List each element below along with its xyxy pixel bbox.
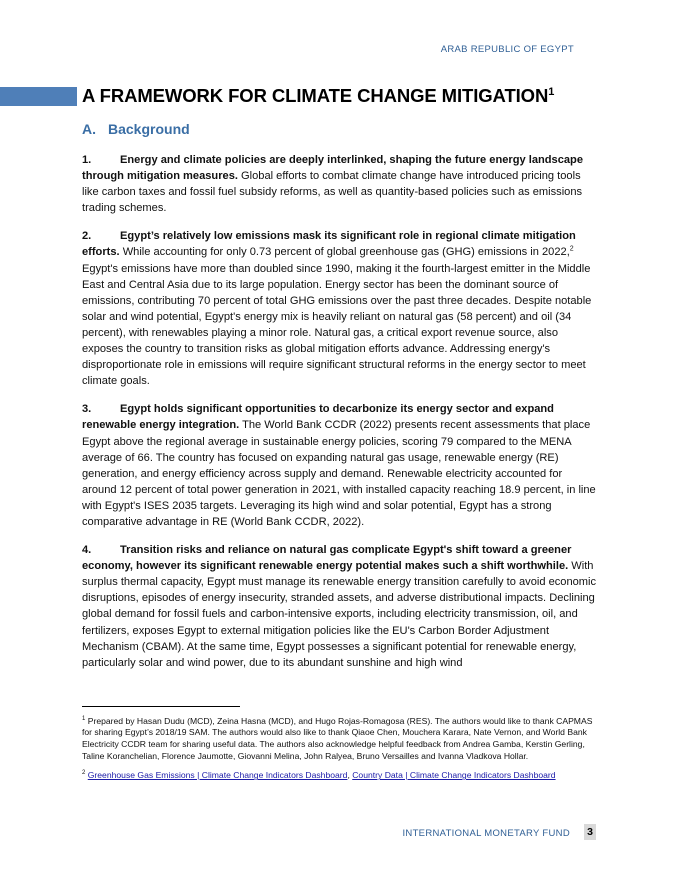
page-title [82,85,554,107]
paragraph-number: 1. [82,154,92,166]
paragraph-text: The World Bank CCDR (2022) presents recent assessments that place Egypt above the regional average in sustainable energy policies, scoring 79 compared to the MENA average of 66. The country has focused on expanding natural gas usage, renewable energy (RE) generation, and energy efficiency across supply and demand. Renewable electricity accounted for around 12 percent of total power generation in 2021, with installed capacity reaching 18.9 percent, in line with Egypt's ISES 2035 targets. Leveraging its high wind and solar potential, Egypt has a strong comparative advantage in RE (World Bank CCDR, 2022). [82,419,596,528]
footnote-2 [82,768,594,781]
paragraph-lead: Egypt holds significant opportunities to decarbonize its energy sector and expand renewable energy integration. [82,403,554,432]
paragraph-3 [82,401,598,530]
ghg-dashboard-link[interactable]: Greenhouse Gas Emissions | Climate Change Indicators Dashboard [87,770,348,781]
paragraph-4 [82,542,598,671]
country-data-link[interactable]: Country Data | Climate Change Indicators Dashboard [352,770,556,781]
footnote-marker: 2 [82,770,86,777]
paragraph-text-cont: Egypt's emissions have more than doubled since 1990, making it the fourth-largest emitter in the Middle East and Central Asia due to its large population. Energy sector has been the dominant source of emissions, contributing 70 percent of total GHG emissions over the past three decades. Despite notable solar and wind potential, Egypt's energy mix is heavily reliant on natural gas (58 percent) and oil (34 percent), with renewables playing a minor role. Natural gas, a critical export revenue source, also exposes the country to transition risks as global mitigation efforts advance. Addressing energy's disproportionate role in emissions will require significant structural reforms in the energy sector to meet climate goals. [82,262,592,388]
footnotes [82,714,594,788]
section-number: A. [82,121,96,137]
paragraph-text: Global efforts to combat climate change have introduced pricing tools like carbon taxes and fossil fuel subsidy reforms, as well as quantity-based policies such as emissions trading schemes. [82,170,583,215]
body-text [82,152,598,683]
page-number: 3 [584,824,596,840]
footnote-separator [82,706,240,707]
paragraph-lead: Energy and climate policies are deeply interlinked, shaping the future energy landscape through mitigation measures. [82,154,583,183]
section-heading [82,121,190,137]
running-footer: INTERNATIONAL MONETARY FUND [402,828,570,839]
footnote-ref-2[interactable]: 2 [569,245,574,253]
footnote-text: Prepared by Hasan Dudu (MCD), Zeina Hasna (MCD), and Hugo Rojas-Romagosa (RES). The authors would like to thank CAPMAS for sharing Egypt’s 2018/19 SAM. The authors would also like to thank Qiaoe Chen, Mouchera Karara, Nate Vernon, and World Bank Electricity CCDR team for sharing useful data. The authors also acknowledge helpful feedback from Andrea Gamba, Kerstin Gerling, Taline Koranchelian, Florence Jaumotte, Giovanni Melina, John Ralyea, Bruno Versailles and Ivanna Vladkova Hollar. [82,715,593,761]
running-header: ARAB REPUBLIC OF EGYPT [440,44,574,55]
section-label: Background [108,121,190,137]
paragraph-text: While accounting for only 0.73 percent of global greenhouse gas (GHG) emissions in 2022, [119,246,570,259]
paragraph-number: 4. [82,544,92,557]
title-footnote-marker[interactable]: 1 [548,85,555,98]
paragraph-lead: Transition risks and reliance on natural gas complicate Egypt's shift toward a greener economy, however its significant renewable energy potential makes such a shift worthwhile. [82,544,572,573]
footnote-1 [82,714,594,762]
footnote-marker: 1 [82,716,86,722]
paragraph-number: 2. [82,230,92,243]
title-accent-bar [0,87,77,106]
paragraph-2 [82,228,598,389]
paragraph-lead: Egypt’s relatively low emissions mask its significant role in regional climate mitigation efforts. [82,230,576,259]
title-text: A FRAMEWORK FOR CLIMATE CHANGE MITIGATION [82,85,549,106]
paragraph-number: 3. [82,403,92,416]
paragraph-text: With surplus thermal capacity, Egypt must manage its renewable energy transition carefully to avoid economic disruptions, episodes of energy insecurity, stranded assets, and adverse distributional impacts. Declining global demand for fossil fuels and carbon-intensive exports, including electricity transmission, oil, and fertilizers, exposes Egypt to external mitigation policies like the EU's Carbon Border Adjustment Mechanism (CBAM). At the same time, Egypt possesses a significant potential for renewable energy, particularly solar and wind power, due to its abundant sunshine and high wind [82,560,597,669]
footnote-separator-text: , [347,770,353,781]
paragraph-1 [82,152,598,216]
